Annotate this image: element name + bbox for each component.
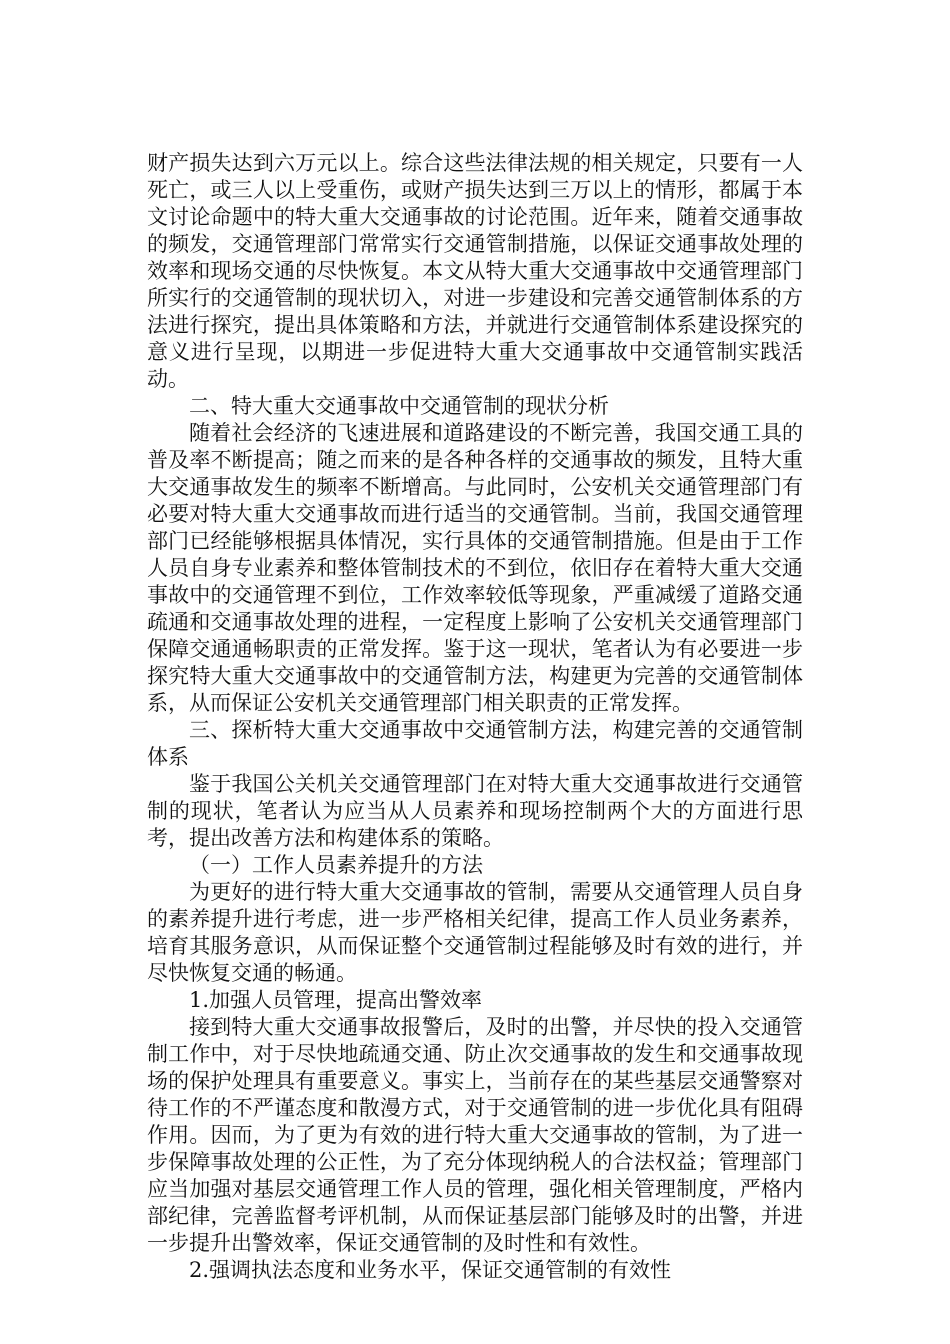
section-heading-2: 二、特大重大交通事故中交通管制的现状分析 (189, 394, 609, 418)
section-heading-3: 三、探析特大重大交通事故中交通管制方法，构建完善的交通管制体系 (147, 718, 803, 769)
subsection-heading-1: （一）工作人员素养提升的方法 (189, 853, 483, 877)
paragraph-intro-continuation: 财产损失达到六万元以上。综合这些法律法规的相关规定，只要有一人死亡，或三人以上受重伤，或财产损失达到三万以上的情形，都属于本文讨论命题中的特大重大交通事故的讨论范围。近年来，随着交通事故的频发，交通管理部门常常实行交通管制措施，以保证交通事故处理的效率和现场交通的尽快恢复。本文从特大重大交通事故中交通管理部门所实行的交通管制的现状切入，对进一步建设和完善交通管制体系的方法进行探究，提出具体策略和方法，并就进行交通管制体系建设探究的意义进行呈现，以期进一步促进特大重大交通事故中交通管制实践活动。 (147, 151, 803, 391)
item-heading-2: 2.强调执法态度和业务水平，保证交通管制的有效性 (189, 1258, 672, 1282)
item-heading-1: 1.加强人员管理，提高出警效率 (189, 988, 483, 1012)
paragraph-section-3-intro: 鉴于我国公关机关交通管理部门在对特大重大交通事故进行交通管制的现状，笔者认为应当从人员素养和现场控制两个大的方面进行思考，提出改善方法和构建体系的策略。 (147, 772, 803, 850)
paragraph-status-analysis: 随着社会经济的飞速进展和道路建设的不断完善，我国交通工具的普及率不断提高；随之而来的是各种各样的交通事故的频发，且特大重大交通事故发生的频率不断增高。与此同时，公安机关交通管理部门有必要对特大重大交通事故而进行适当的交通管制。当前，我国交通管理部门已经能够根据具体情况，实行具体的交通管制措施。但是由于工作人员自身专业素养和整体管制技术的不到位，依旧存在着特大重大交通事故中的交通管理不到位，工作效率较低等现象，严重减缓了道路交通疏通和交通事故处理的进程，一定程度上影响了公安机关交通管理部门保障交通通畅职责的正常发挥。鉴于这一现状，笔者认为有必要进一步探究特大重大交通事故中的交通管制方法，构建更为完善的交通管制体系，从而保证公安机关交通管理部门相关职责的正常发挥。 (147, 421, 803, 715)
paragraph-item-1: 接到特大重大交通事故报警后，及时的出警，并尽快的投入交通管制工作中，对于尽快地疏通交通、防止次交通事故的发生和交通事故现场的保护处理具有重要意义。事实上，当前存在的某些基层交通警察对待工作的不严谨态度和散漫方式，对于交通管制的进一步优化具有阻碍作用。因而，为了更为有效的进行特大重大交通事故的管制，为了进一步保障事故处理的公正性，为了充分体现纳税人的合法权益；管理部门应当加强对基层交通管理工作人员的管理，强化相关管理制度，严格内部纪律，完善监督考评机制，从而保证基层部门能够及时的出警，并进一步提升出警效率，保证交通管制的及时性和有效性。 (147, 1015, 803, 1255)
paragraph-subsection-1-intro: 为更好的进行特大重大交通事故的管制，需要从交通管理人员自身的素养提升进行考虑，进一步严格相关纪律，提高工作人员业务素养，培育其服务意识，从而保证整个交通管制过程能够及时有效的进行，并尽快恢复交通的畅通。 (147, 880, 803, 985)
document-page (147, 150, 803, 1284)
